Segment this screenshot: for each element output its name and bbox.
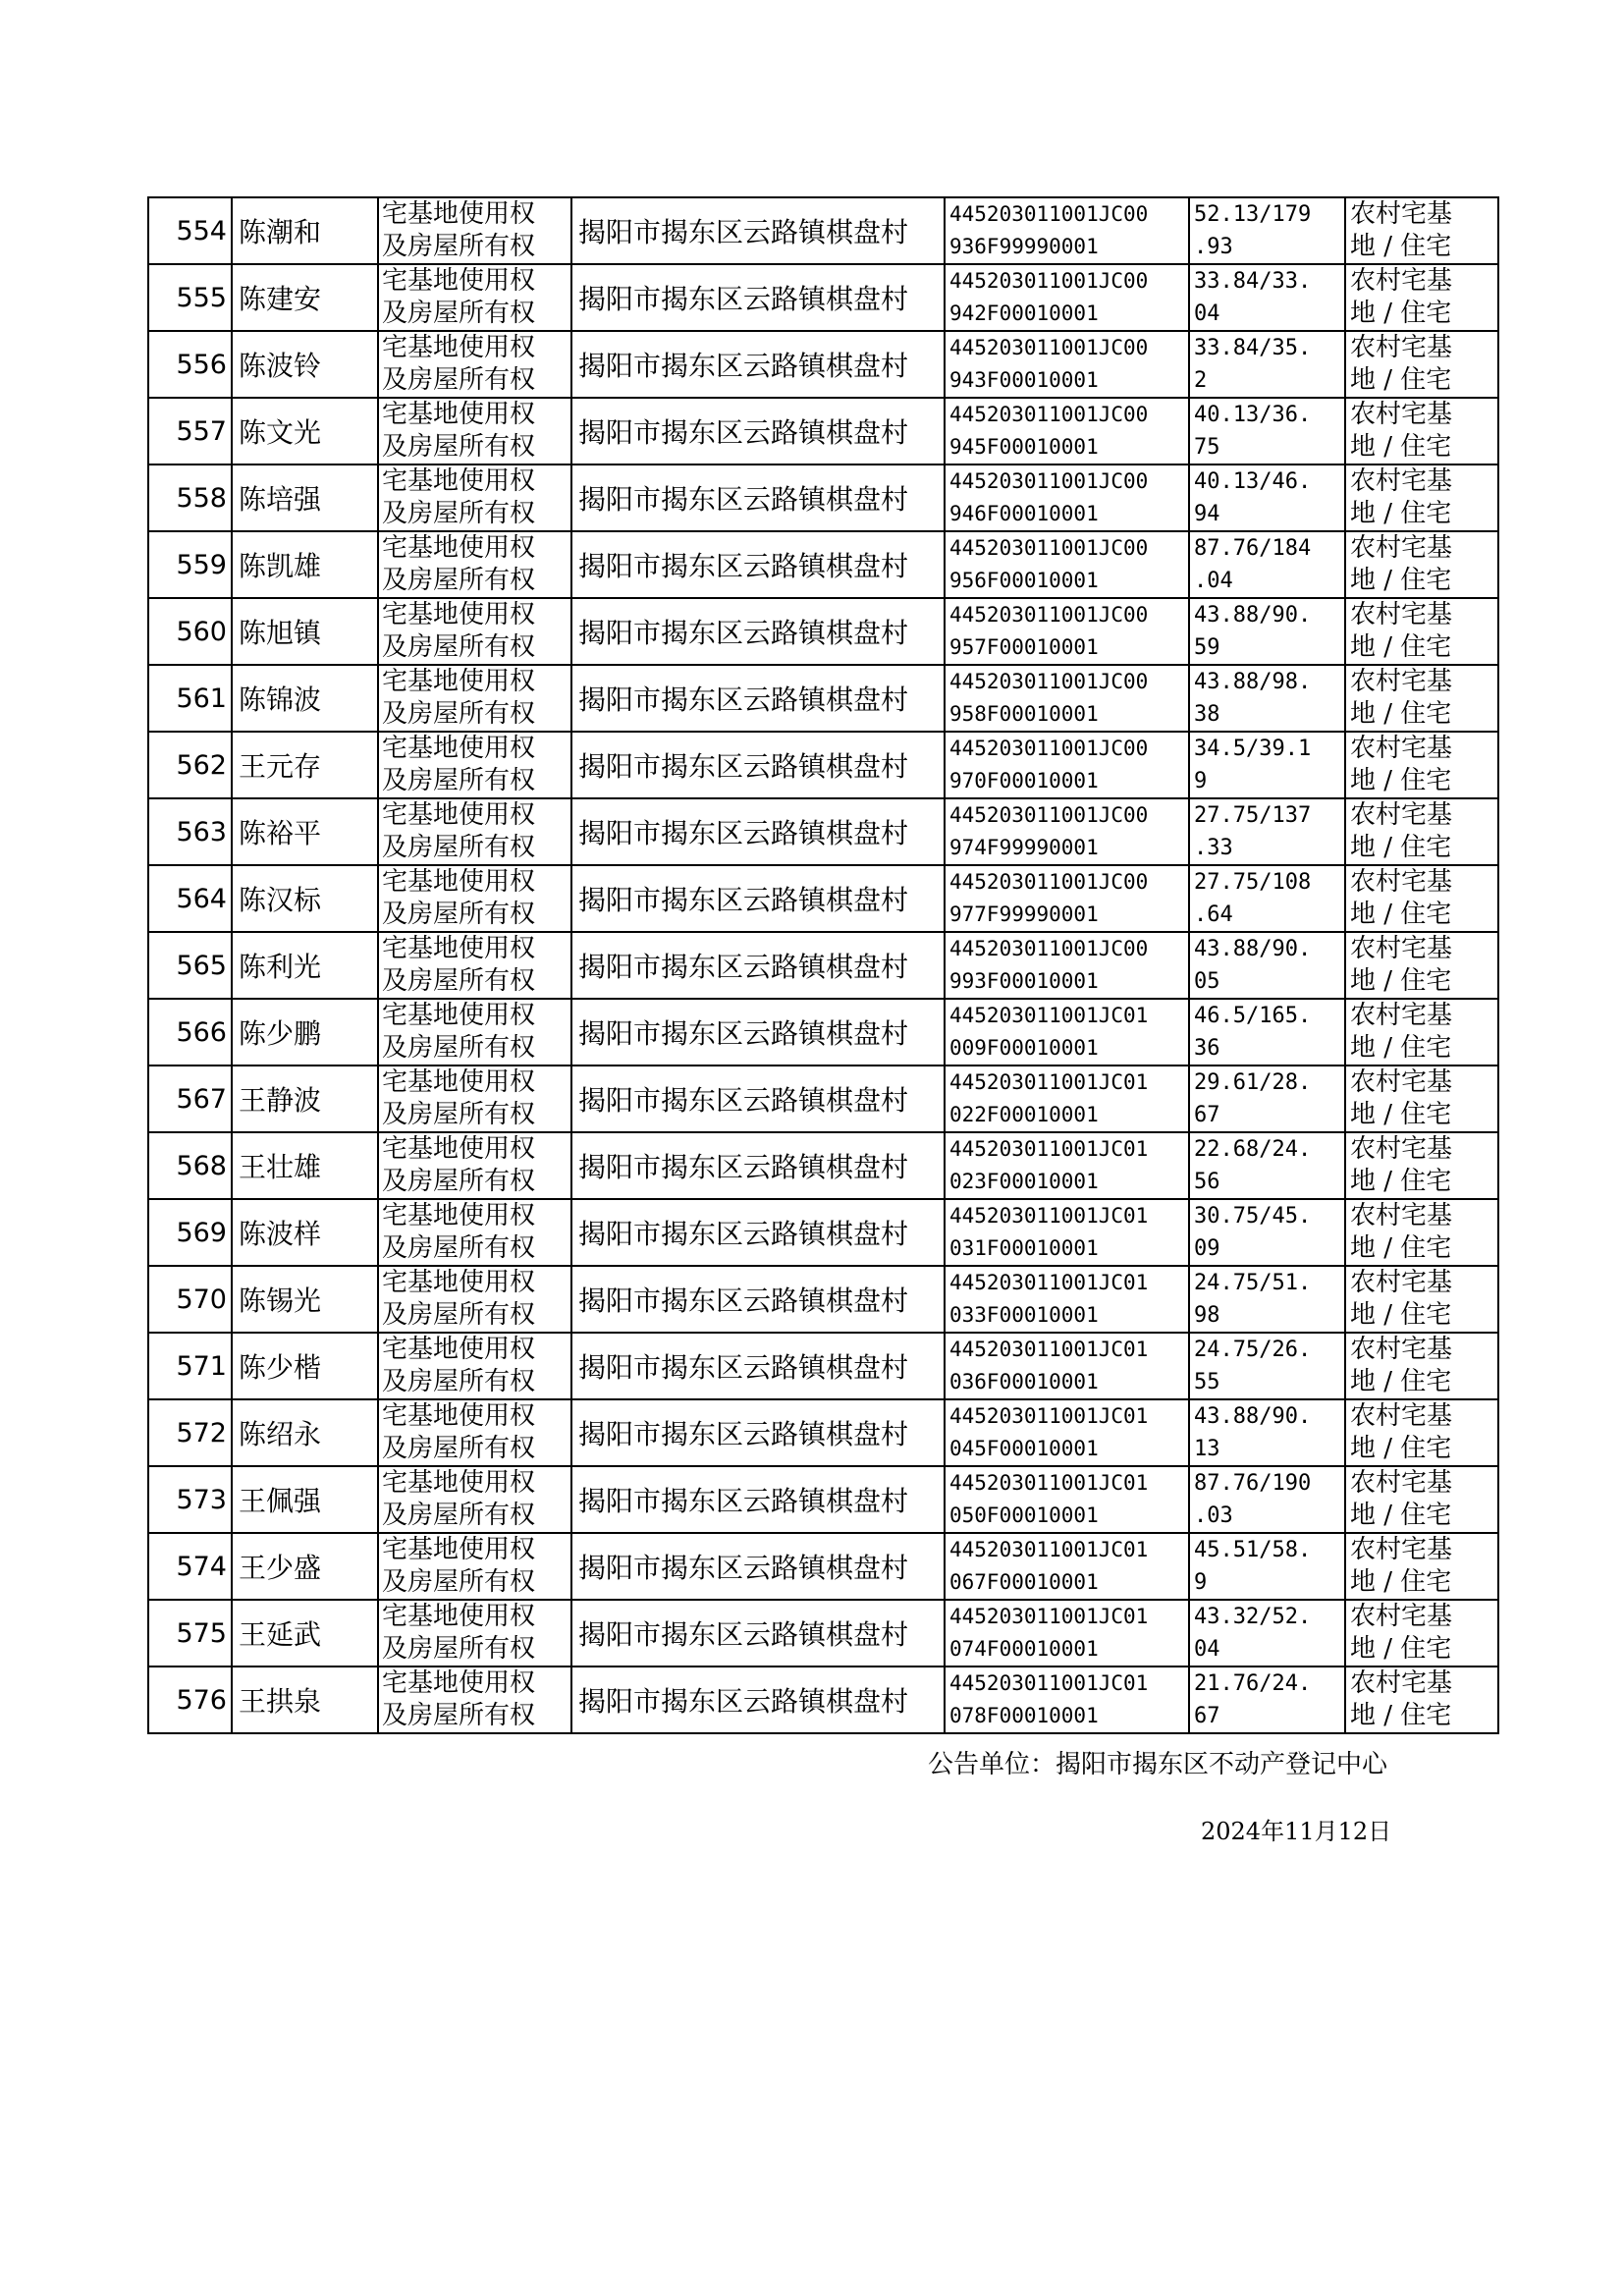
row-number: 559 [148, 531, 232, 598]
unit-number: 445203011001JC00 956F00010001 [945, 531, 1189, 598]
usage-type: 农村宅基 地 / 住宅 [1345, 531, 1498, 598]
table-row [148, 1466, 1498, 1533]
right-type: 宅基地使用权 及房屋所有权 [378, 331, 571, 398]
property-location: 揭阳市揭东区云路镇棋盘村 [571, 798, 945, 865]
table-row [148, 197, 1498, 264]
area-value: 33.84/35. 2 [1189, 331, 1345, 398]
table-row [148, 1132, 1498, 1199]
property-location: 揭阳市揭东区云路镇棋盘村 [571, 531, 945, 598]
table-row [148, 598, 1498, 665]
property-location: 揭阳市揭东区云路镇棋盘村 [571, 999, 945, 1066]
property-location: 揭阳市揭东区云路镇棋盘村 [571, 865, 945, 932]
property-location: 揭阳市揭东区云路镇棋盘村 [571, 331, 945, 398]
unit-number: 445203011001JC01 036F00010001 [945, 1333, 1189, 1399]
table-row [148, 264, 1498, 331]
property-location: 揭阳市揭东区云路镇棋盘村 [571, 1333, 945, 1399]
right-type: 宅基地使用权 及房屋所有权 [378, 1333, 571, 1399]
usage-type: 农村宅基 地 / 住宅 [1345, 1132, 1498, 1199]
right-type: 宅基地使用权 及房屋所有权 [378, 798, 571, 865]
unit-number: 445203011001JC01 045F00010001 [945, 1399, 1189, 1466]
table-row [148, 464, 1498, 531]
table-row [148, 531, 1498, 598]
unit-number: 445203011001JC00 945F00010001 [945, 398, 1189, 464]
owner-name: 陈旭镇 [232, 598, 378, 665]
row-number: 556 [148, 331, 232, 398]
area-value: 34.5/39.1 9 [1189, 732, 1345, 798]
area-value: 43.32/52. 04 [1189, 1600, 1345, 1667]
registration-table-body [148, 197, 1498, 1733]
row-number: 574 [148, 1533, 232, 1600]
right-type: 宅基地使用权 及房屋所有权 [378, 732, 571, 798]
area-value: 29.61/28. 67 [1189, 1066, 1345, 1132]
unit-number: 445203011001JC01 074F00010001 [945, 1600, 1189, 1667]
area-value: 27.75/137 .33 [1189, 798, 1345, 865]
property-location: 揭阳市揭东区云路镇棋盘村 [571, 1399, 945, 1466]
area-value: 40.13/36. 75 [1189, 398, 1345, 464]
area-value: 22.68/24. 56 [1189, 1132, 1345, 1199]
owner-name: 王元存 [232, 732, 378, 798]
area-value: 46.5/165. 36 [1189, 999, 1345, 1066]
right-type: 宅基地使用权 及房屋所有权 [378, 1066, 571, 1132]
usage-type: 农村宅基 地 / 住宅 [1345, 1533, 1498, 1600]
owner-name: 陈锡光 [232, 1266, 378, 1333]
row-number: 569 [148, 1199, 232, 1266]
property-location: 揭阳市揭东区云路镇棋盘村 [571, 598, 945, 665]
property-location: 揭阳市揭东区云路镇棋盘村 [571, 732, 945, 798]
area-value: 87.76/190 .03 [1189, 1466, 1345, 1533]
table-row [148, 999, 1498, 1066]
area-value: 43.88/98. 38 [1189, 665, 1345, 732]
owner-name: 陈利光 [232, 932, 378, 999]
area-value: 30.75/45. 09 [1189, 1199, 1345, 1266]
table-row [148, 398, 1498, 464]
owner-name: 陈凯雄 [232, 531, 378, 598]
usage-type: 农村宅基 地 / 住宅 [1345, 1066, 1498, 1132]
owner-name: 王壮雄 [232, 1132, 378, 1199]
area-value: 40.13/46. 94 [1189, 464, 1345, 531]
usage-type: 农村宅基 地 / 住宅 [1345, 1600, 1498, 1667]
unit-number: 445203011001JC00 936F99990001 [945, 197, 1189, 264]
unit-number: 445203011001JC01 050F00010001 [945, 1466, 1189, 1533]
right-type: 宅基地使用权 及房屋所有权 [378, 999, 571, 1066]
table-row [148, 1399, 1498, 1466]
right-type: 宅基地使用权 及房屋所有权 [378, 1667, 571, 1733]
right-type: 宅基地使用权 及房屋所有权 [378, 865, 571, 932]
usage-type: 农村宅基 地 / 住宅 [1345, 398, 1498, 464]
unit-number: 445203011001JC01 031F00010001 [945, 1199, 1189, 1266]
usage-type: 农村宅基 地 / 住宅 [1345, 464, 1498, 531]
table-row [148, 1600, 1498, 1667]
unit-number: 445203011001JC00 943F00010001 [945, 331, 1189, 398]
usage-type: 农村宅基 地 / 住宅 [1345, 1399, 1498, 1466]
announcement-date: 2024年11月12日 [1201, 1818, 1392, 1845]
area-value: 45.51/58. 9 [1189, 1533, 1345, 1600]
unit-number: 445203011001JC01 033F00010001 [945, 1266, 1189, 1333]
property-location: 揭阳市揭东区云路镇棋盘村 [571, 665, 945, 732]
right-type: 宅基地使用权 及房屋所有权 [378, 1600, 571, 1667]
area-value: 43.88/90. 59 [1189, 598, 1345, 665]
table-row [148, 1199, 1498, 1266]
unit-number: 445203011001JC00 946F00010001 [945, 464, 1189, 531]
usage-type: 农村宅基 地 / 住宅 [1345, 1333, 1498, 1399]
table-row [148, 932, 1498, 999]
owner-name: 王少盛 [232, 1533, 378, 1600]
row-number: 570 [148, 1266, 232, 1333]
table-row [148, 732, 1498, 798]
usage-type: 农村宅基 地 / 住宅 [1345, 665, 1498, 732]
area-value: 43.88/90. 05 [1189, 932, 1345, 999]
unit-number: 445203011001JC01 067F00010001 [945, 1533, 1189, 1600]
row-number: 572 [148, 1399, 232, 1466]
owner-name: 陈锦波 [232, 665, 378, 732]
right-type: 宅基地使用权 及房屋所有权 [378, 197, 571, 264]
unit-number: 445203011001JC01 022F00010001 [945, 1066, 1189, 1132]
row-number: 558 [148, 464, 232, 531]
unit-number: 445203011001JC01 078F00010001 [945, 1667, 1189, 1733]
property-location: 揭阳市揭东区云路镇棋盘村 [571, 1600, 945, 1667]
unit-number: 445203011001JC00 977F99990001 [945, 865, 1189, 932]
owner-name: 王拱泉 [232, 1667, 378, 1733]
row-number: 573 [148, 1466, 232, 1533]
owner-name: 陈少楷 [232, 1333, 378, 1399]
area-value: 87.76/184 .04 [1189, 531, 1345, 598]
unit-number: 445203011001JC00 942F00010001 [945, 264, 1189, 331]
usage-type: 农村宅基 地 / 住宅 [1345, 331, 1498, 398]
right-type: 宅基地使用权 及房屋所有权 [378, 464, 571, 531]
table-row [148, 865, 1498, 932]
usage-type: 农村宅基 地 / 住宅 [1345, 1466, 1498, 1533]
usage-type: 农村宅基 地 / 住宅 [1345, 999, 1498, 1066]
property-location: 揭阳市揭东区云路镇棋盘村 [571, 264, 945, 331]
property-location: 揭阳市揭东区云路镇棋盘村 [571, 398, 945, 464]
table-row [148, 1266, 1498, 1333]
row-number: 576 [148, 1667, 232, 1733]
property-location: 揭阳市揭东区云路镇棋盘村 [571, 464, 945, 531]
table-row [148, 1667, 1498, 1733]
usage-type: 农村宅基 地 / 住宅 [1345, 1667, 1498, 1733]
owner-name: 王静波 [232, 1066, 378, 1132]
right-type: 宅基地使用权 及房屋所有权 [378, 1132, 571, 1199]
row-number: 566 [148, 999, 232, 1066]
owner-name: 王佩强 [232, 1466, 378, 1533]
unit-number: 445203011001JC00 958F00010001 [945, 665, 1189, 732]
usage-type: 农村宅基 地 / 住宅 [1345, 798, 1498, 865]
row-number: 562 [148, 732, 232, 798]
usage-type: 农村宅基 地 / 住宅 [1345, 197, 1498, 264]
area-value: 43.88/90. 13 [1189, 1399, 1345, 1466]
table-row [148, 1333, 1498, 1399]
area-value: 52.13/179 .93 [1189, 197, 1345, 264]
right-type: 宅基地使用权 及房屋所有权 [378, 598, 571, 665]
row-number: 554 [148, 197, 232, 264]
property-location: 揭阳市揭东区云路镇棋盘村 [571, 932, 945, 999]
owner-name: 陈培强 [232, 464, 378, 531]
owner-name: 陈裕平 [232, 798, 378, 865]
usage-type: 农村宅基 地 / 住宅 [1345, 1199, 1498, 1266]
right-type: 宅基地使用权 及房屋所有权 [378, 932, 571, 999]
table-row [148, 665, 1498, 732]
property-location: 揭阳市揭东区云路镇棋盘村 [571, 1199, 945, 1266]
row-number: 571 [148, 1333, 232, 1399]
property-location: 揭阳市揭东区云路镇棋盘村 [571, 1533, 945, 1600]
area-value: 24.75/26. 55 [1189, 1333, 1345, 1399]
owner-name: 王延武 [232, 1600, 378, 1667]
usage-type: 农村宅基 地 / 住宅 [1345, 932, 1498, 999]
right-type: 宅基地使用权 及房屋所有权 [378, 1399, 571, 1466]
right-type: 宅基地使用权 及房屋所有权 [378, 531, 571, 598]
unit-number: 445203011001JC00 957F00010001 [945, 598, 1189, 665]
row-number: 560 [148, 598, 232, 665]
row-number: 563 [148, 798, 232, 865]
unit-number: 445203011001JC01 009F00010001 [945, 999, 1189, 1066]
usage-type: 农村宅基 地 / 住宅 [1345, 865, 1498, 932]
right-type: 宅基地使用权 及房屋所有权 [378, 1199, 571, 1266]
row-number: 564 [148, 865, 232, 932]
right-type: 宅基地使用权 及房屋所有权 [378, 1533, 571, 1600]
table-row [148, 1066, 1498, 1132]
area-value: 27.75/108 .64 [1189, 865, 1345, 932]
row-number: 575 [148, 1600, 232, 1667]
unit-number: 445203011001JC01 023F00010001 [945, 1132, 1189, 1199]
owner-name: 陈波样 [232, 1199, 378, 1266]
usage-type: 农村宅基 地 / 住宅 [1345, 1266, 1498, 1333]
row-number: 561 [148, 665, 232, 732]
registration-table [147, 196, 1499, 1734]
table-row [148, 1533, 1498, 1600]
row-number: 568 [148, 1132, 232, 1199]
right-type: 宅基地使用权 及房屋所有权 [378, 264, 571, 331]
usage-type: 农村宅基 地 / 住宅 [1345, 732, 1498, 798]
area-value: 33.84/33. 04 [1189, 264, 1345, 331]
unit-number: 445203011001JC00 974F99990001 [945, 798, 1189, 865]
row-number: 557 [148, 398, 232, 464]
usage-type: 农村宅基 地 / 住宅 [1345, 598, 1498, 665]
property-location: 揭阳市揭东区云路镇棋盘村 [571, 1266, 945, 1333]
right-type: 宅基地使用权 及房屋所有权 [378, 665, 571, 732]
row-number: 555 [148, 264, 232, 331]
owner-name: 陈潮和 [232, 197, 378, 264]
row-number: 565 [148, 932, 232, 999]
table-row [148, 798, 1498, 865]
area-value: 21.76/24. 67 [1189, 1667, 1345, 1733]
table-row [148, 331, 1498, 398]
unit-number: 445203011001JC00 993F00010001 [945, 932, 1189, 999]
row-number: 567 [148, 1066, 232, 1132]
announcement-issuer: 公告单位：揭阳市揭东区不动产登记中心 [928, 1750, 1388, 1779]
property-location: 揭阳市揭东区云路镇棋盘村 [571, 1132, 945, 1199]
usage-type: 农村宅基 地 / 住宅 [1345, 264, 1498, 331]
right-type: 宅基地使用权 及房屋所有权 [378, 398, 571, 464]
owner-name: 陈汉标 [232, 865, 378, 932]
area-value: 24.75/51. 98 [1189, 1266, 1345, 1333]
unit-number: 445203011001JC00 970F00010001 [945, 732, 1189, 798]
right-type: 宅基地使用权 及房屋所有权 [378, 1266, 571, 1333]
right-type: 宅基地使用权 及房屋所有权 [378, 1466, 571, 1533]
owner-name: 陈建安 [232, 264, 378, 331]
owner-name: 陈文光 [232, 398, 378, 464]
owner-name: 陈少鹏 [232, 999, 378, 1066]
owner-name: 陈绍永 [232, 1399, 378, 1466]
property-location: 揭阳市揭东区云路镇棋盘村 [571, 1667, 945, 1733]
property-location: 揭阳市揭东区云路镇棋盘村 [571, 1466, 945, 1533]
property-location: 揭阳市揭东区云路镇棋盘村 [571, 197, 945, 264]
owner-name: 陈波铃 [232, 331, 378, 398]
property-location: 揭阳市揭东区云路镇棋盘村 [571, 1066, 945, 1132]
